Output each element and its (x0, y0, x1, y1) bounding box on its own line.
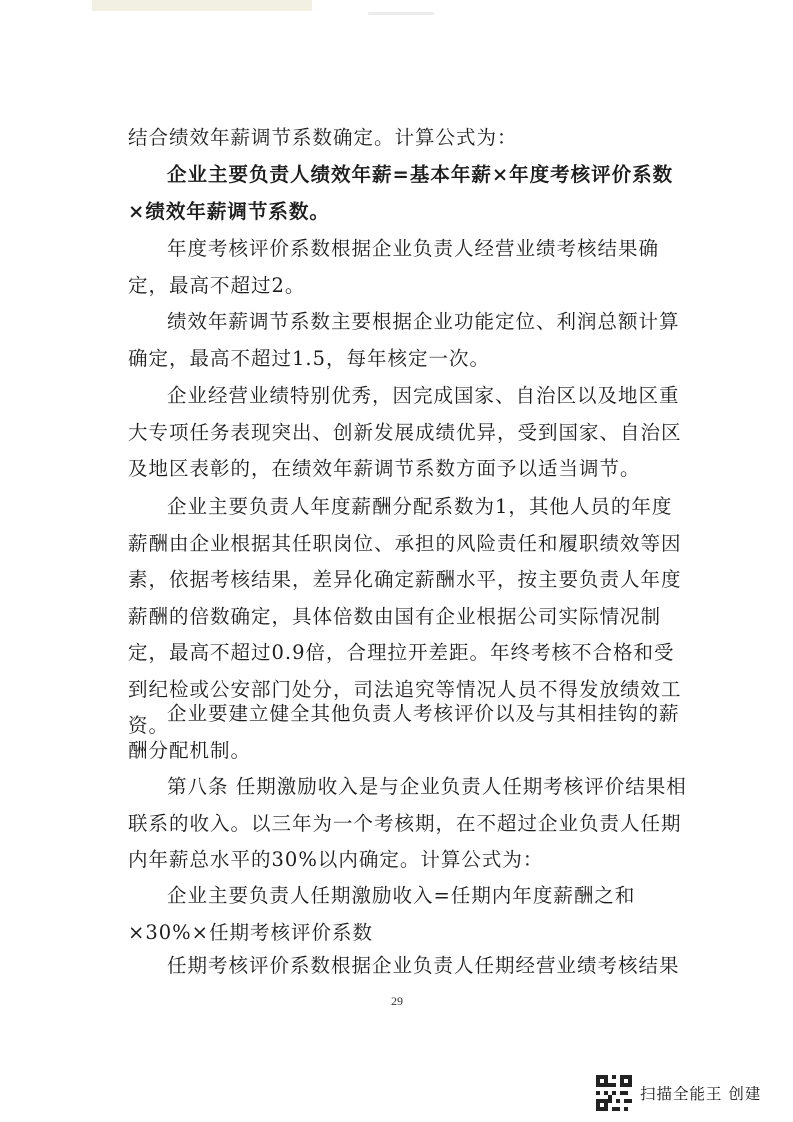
paragraph-annual-coefficient: 年度考核评价系数根据企业负责人经营业绩考核结果确定，最高不超过2。 (128, 237, 660, 297)
paragraph-term-incentive-formula: 企业主要负责人任期激励收入=任期内年度薪酬之和×30%×任期考核评价系数 (128, 884, 636, 944)
paragraph-performance-formula: 企业主要负责人绩效年薪=基本年薪×年度考核评价系数×绩效年薪调节系数。 (128, 163, 674, 223)
scan-edge-strip (92, 0, 312, 11)
paragraph-term-coefficient: 任期考核评价系数根据企业负责人任期经营业绩考核结果 (167, 954, 680, 977)
scan-smudge (368, 12, 434, 15)
qr-code-icon (596, 1075, 632, 1111)
page-number: 29 (391, 994, 403, 1008)
paragraph-formula-intro: 结合绩效年薪调节系数确定。计算公式为： (128, 126, 518, 149)
scanner-watermark (596, 1073, 761, 1113)
paragraph-other-leaders: 企业要建立健全其他负责人考核评价以及与其相挂钩的薪酬分配机制。 (128, 702, 680, 762)
paragraph-outstanding-performance: 企业经营业绩特别优秀，因完成国家、自治区以及地区重大专项任务表现突出、创新发展成绩优异，受到国家、自治区及地区表彰的，在绩效年薪调节系数方面予以适当调节。 (128, 384, 682, 480)
paragraph-article-eight: 第八条 任期激励收入是与企业负责人任期考核评价结果相联系的收入。以三年为一个考核期，在不超过企业负责人任期内年薪总水平的30%以内确定。计算公式为： (128, 775, 687, 871)
paragraph-salary-distribution: 企业主要负责人年度薪酬分配系数为1，其他人员的年度薪酬由企业根据其任职岗位、承担的风险责任和履职绩效等因素，依据考核结果，差异化确定薪酬水平，按主要负责人年度薪酬的倍数确定，具体倍数由国有企业根据公司实际情况制定，最高不超过0.9倍，合理拉开差距。年终考核不合格和受到纪检或公安部门处分，司法追究等情况人员不得发放绩效工资。 (128, 495, 682, 737)
paragraph-adjustment-coefficient: 绩效年薪调节系数主要根据企业功能定位、利润总额计算确定，最高不超过1.5，每年核定一次。 (128, 310, 680, 370)
watermark-text: 扫描全能王 创建 (640, 1085, 762, 1103)
